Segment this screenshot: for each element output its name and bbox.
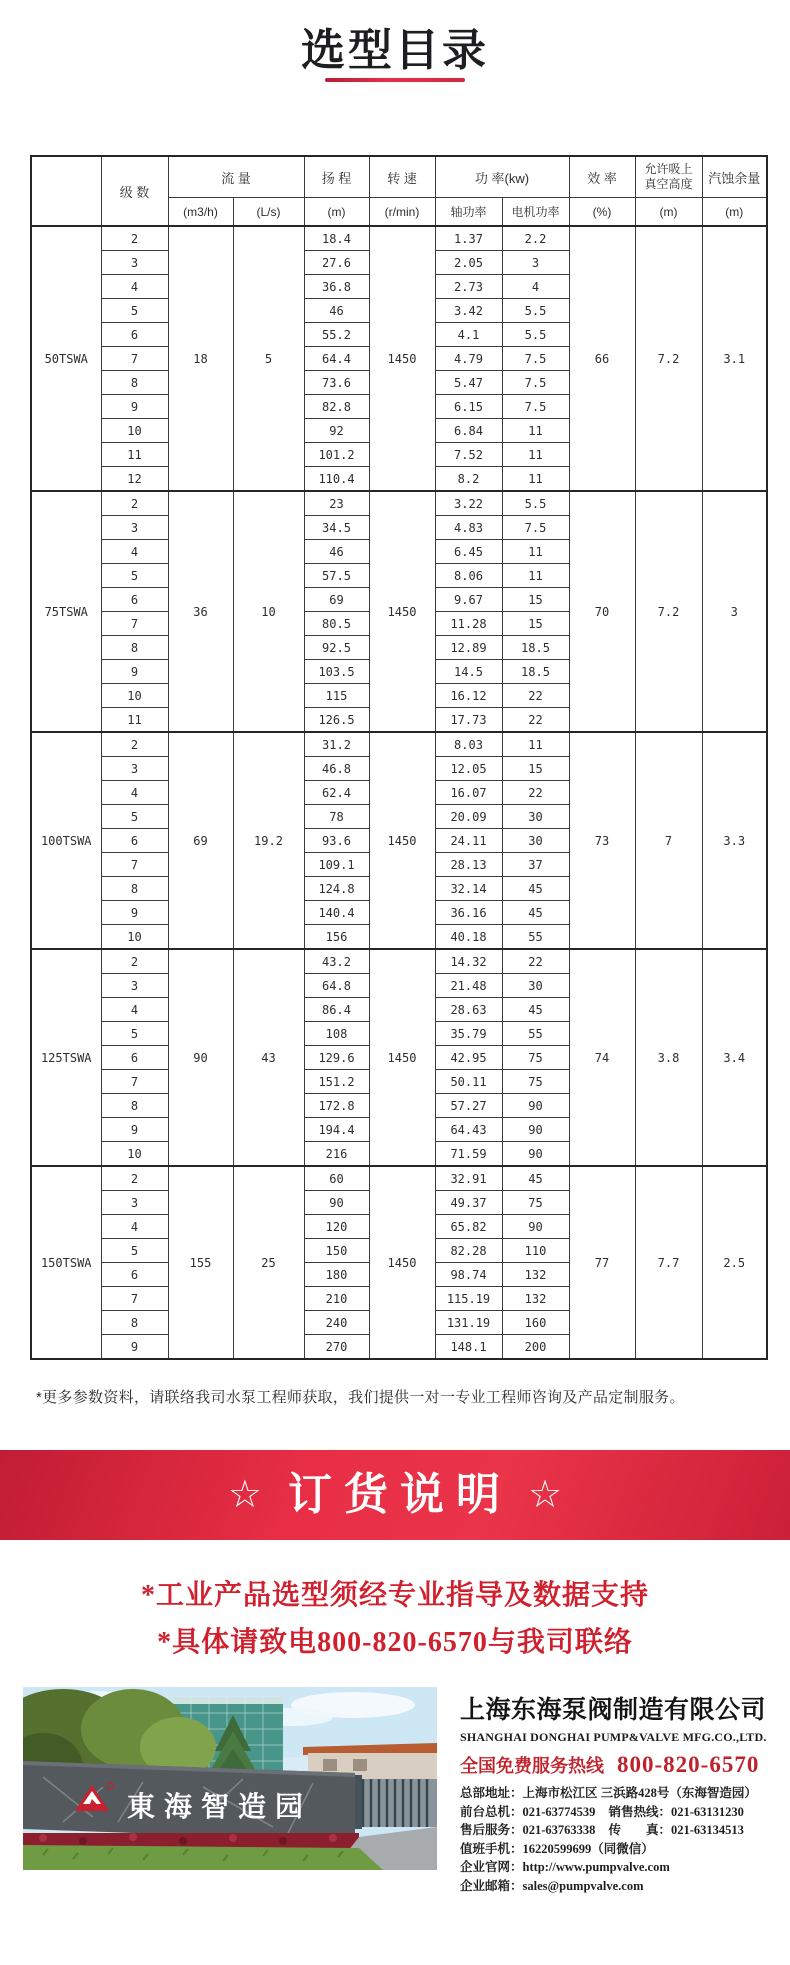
- hotline-label: 全国免费服务热线: [460, 1756, 604, 1776]
- head-cell: 93.6: [304, 829, 369, 853]
- head-cell: 92.5: [304, 636, 369, 660]
- stages-cell: 7: [101, 347, 168, 371]
- motor-power-cell: 11: [502, 564, 569, 588]
- motor-power-cell: 45: [502, 901, 569, 925]
- header-suction-line2: 真空高度: [644, 177, 693, 191]
- motor-power-cell: 22: [502, 684, 569, 708]
- flow-ls-cell: 5: [233, 226, 304, 491]
- head-cell: 194.4: [304, 1118, 369, 1142]
- notice-block: [0, 1572, 790, 1666]
- head-cell: 150: [304, 1239, 369, 1263]
- table-row: [31, 491, 767, 516]
- motor-power-cell: 90: [502, 1094, 569, 1118]
- header-unit-suction-m: (m): [635, 198, 702, 227]
- header-unit-pct: (%): [569, 198, 635, 227]
- flow-m3h-cell: 155: [168, 1166, 233, 1359]
- shaft-power-cell: 5.47: [435, 371, 502, 395]
- stages-cell: 2: [101, 732, 168, 757]
- motor-power-cell: 55: [502, 1022, 569, 1046]
- motor-power-cell: 5.5: [502, 491, 569, 516]
- head-cell: 46: [304, 540, 369, 564]
- order-banner: [0, 1450, 790, 1540]
- stages-cell: 8: [101, 1311, 168, 1335]
- contact-label: 前台总机：: [460, 1804, 523, 1819]
- efficiency-cell: 70: [569, 491, 635, 732]
- shaft-power-cell: 49.37: [435, 1191, 502, 1215]
- stages-cell: 5: [101, 1239, 168, 1263]
- shaft-power-cell: 11.28: [435, 612, 502, 636]
- stages-cell: 3: [101, 251, 168, 275]
- shaft-power-cell: 32.91: [435, 1166, 502, 1191]
- header-flow: 流 量: [168, 156, 304, 198]
- company-contact-line: [460, 1803, 776, 1822]
- npsh-cell: 2.5: [702, 1166, 767, 1359]
- motor-power-cell: 30: [502, 829, 569, 853]
- stages-cell: 8: [101, 877, 168, 901]
- shaft-power-cell: 4.83: [435, 516, 502, 540]
- motor-power-cell: 11: [502, 419, 569, 443]
- header-unit-npsh-m: (m): [702, 198, 767, 227]
- stages-cell: 6: [101, 323, 168, 347]
- stages-cell: 4: [101, 781, 168, 805]
- shaft-power-cell: 4.79: [435, 347, 502, 371]
- motor-power-cell: 22: [502, 781, 569, 805]
- stages-cell: 6: [101, 829, 168, 853]
- company-name-cn: 上海东海泵阀制造有限公司: [460, 1696, 767, 1724]
- shaft-power-cell: 6.84: [435, 419, 502, 443]
- speed-cell: 1450: [369, 732, 435, 949]
- stages-cell: 11: [101, 708, 168, 733]
- head-cell: 92: [304, 419, 369, 443]
- shaft-power-cell: 7.52: [435, 443, 502, 467]
- suction-cell: 7: [635, 732, 702, 949]
- stages-cell: 4: [101, 275, 168, 299]
- stages-cell: 6: [101, 1263, 168, 1287]
- motor-power-cell: 11: [502, 443, 569, 467]
- head-cell: 216: [304, 1142, 369, 1167]
- speed-cell: 1450: [369, 1166, 435, 1359]
- shaft-power-cell: 6.15: [435, 395, 502, 419]
- motor-power-cell: 2.2: [502, 226, 569, 251]
- head-cell: 46.8: [304, 757, 369, 781]
- stages-cell: 6: [101, 1046, 168, 1070]
- head-cell: 109.1: [304, 853, 369, 877]
- shaft-power-cell: 12.89: [435, 636, 502, 660]
- stages-cell: 10: [101, 1142, 168, 1167]
- contact-label: 总部地址：: [460, 1786, 523, 1800]
- head-cell: 43.2: [304, 949, 369, 974]
- motor-power-cell: 15: [502, 757, 569, 781]
- shaft-power-cell: 71.59: [435, 1142, 502, 1167]
- shaft-power-cell: 20.09: [435, 805, 502, 829]
- motor-power-cell: 7.5: [502, 395, 569, 419]
- motor-power-cell: 15: [502, 612, 569, 636]
- company-email-link[interactable]: sales@pumpvalve.com: [522, 1878, 644, 1893]
- contact-value: 021-63131230: [670, 1804, 744, 1819]
- head-cell: 110.4: [304, 467, 369, 492]
- shaft-power-cell: 64.43: [435, 1118, 502, 1142]
- head-cell: 210: [304, 1287, 369, 1311]
- company-name-en: SHANGHAI DONGHAI PUMP&VALVE MFG.CO.,LTD.: [460, 1730, 767, 1744]
- efficiency-cell: 74: [569, 949, 635, 1166]
- contact-label: 企业邮箱：: [460, 1878, 523, 1893]
- head-cell: 108: [304, 1022, 369, 1046]
- motor-power-cell: 3: [502, 251, 569, 275]
- motor-power-cell: 132: [502, 1263, 569, 1287]
- stages-cell: 4: [101, 1215, 168, 1239]
- head-cell: 60: [304, 1166, 369, 1191]
- head-cell: 57.5: [304, 564, 369, 588]
- table-row: [31, 732, 767, 757]
- head-cell: 64.8: [304, 974, 369, 998]
- stages-cell: 9: [101, 1335, 168, 1360]
- header-model-blank: [31, 156, 101, 226]
- motor-power-cell: 75: [502, 1046, 569, 1070]
- head-cell: 86.4: [304, 998, 369, 1022]
- company-contact-line: [460, 1840, 776, 1859]
- flow-m3h-cell: 18: [168, 226, 233, 491]
- header-unit-head-m: (m): [304, 198, 369, 227]
- contact-value: 021-63763338: [522, 1823, 596, 1837]
- motor-power-cell: 45: [502, 998, 569, 1022]
- header-speed: 转 速: [369, 156, 435, 198]
- head-cell: 80.5: [304, 612, 369, 636]
- head-cell: 46: [304, 299, 369, 323]
- shaft-power-cell: 42.95: [435, 1046, 502, 1070]
- stages-cell: 3: [101, 757, 168, 781]
- head-cell: 180: [304, 1263, 369, 1287]
- flow-ls-cell: 10: [233, 491, 304, 732]
- title-underline: [325, 78, 465, 82]
- efficiency-cell: 66: [569, 226, 635, 491]
- shaft-power-cell: 17.73: [435, 708, 502, 733]
- shaft-power-cell: 82.28: [435, 1239, 502, 1263]
- head-cell: 34.5: [304, 516, 369, 540]
- header-sub-shaft: 轴功率: [435, 198, 502, 227]
- motor-power-cell: 90: [502, 1142, 569, 1167]
- head-cell: 151.2: [304, 1070, 369, 1094]
- footnote: *更多参数资料，请联络我司水泵工程师获取，我们提供一对一专业工程师咨询及产品定制服务。: [36, 1389, 685, 1406]
- shaft-power-cell: 3.42: [435, 299, 502, 323]
- shaft-power-cell: 65.82: [435, 1215, 502, 1239]
- model-cell: 75TSWA: [31, 491, 101, 732]
- stages-cell: 8: [101, 636, 168, 660]
- shaft-power-cell: 21.48: [435, 974, 502, 998]
- contact-value: 021-63774539: [522, 1804, 596, 1819]
- head-cell: 82.8: [304, 395, 369, 419]
- head-cell: 78: [304, 805, 369, 829]
- header-unit-m3h: (m3/h): [168, 198, 233, 227]
- header-suction-line1: 允许吸上: [644, 162, 693, 176]
- shaft-power-cell: 98.74: [435, 1263, 502, 1287]
- shaft-power-cell: 28.13: [435, 853, 502, 877]
- page-title: 选型目录: [301, 26, 489, 75]
- shaft-power-cell: 115.19: [435, 1287, 502, 1311]
- shaft-power-cell: 50.11: [435, 1070, 502, 1094]
- stages-cell: 8: [101, 1094, 168, 1118]
- head-cell: 101.2: [304, 443, 369, 467]
- contact-label: 企业官网：: [460, 1860, 523, 1874]
- stages-cell: 7: [101, 612, 168, 636]
- company-contact-line: [460, 1858, 776, 1877]
- npsh-cell: 3: [702, 491, 767, 732]
- shaft-power-cell: 32.14: [435, 877, 502, 901]
- company-website-link[interactable]: http://www.pumpvalve.com: [522, 1860, 670, 1874]
- stages-cell: 3: [101, 974, 168, 998]
- head-cell: 103.5: [304, 660, 369, 684]
- motor-power-cell: 30: [502, 974, 569, 998]
- stages-cell: 9: [101, 1118, 168, 1142]
- shaft-power-cell: 14.5: [435, 660, 502, 684]
- shaft-power-cell: 14.32: [435, 949, 502, 974]
- header-efficiency: 效 率: [569, 156, 635, 198]
- motor-power-cell: 18.5: [502, 660, 569, 684]
- shaft-power-cell: 2.73: [435, 275, 502, 299]
- shaft-power-cell: 8.2: [435, 467, 502, 492]
- motor-power-cell: 75: [502, 1070, 569, 1094]
- stages-cell: 5: [101, 299, 168, 323]
- notice-line-1: *工业产品选型须经专业指导及数据支持: [140, 1580, 649, 1611]
- npsh-cell: 3.3: [702, 732, 767, 949]
- table-row: [31, 226, 767, 251]
- star-icon: ☆: [528, 1474, 563, 1516]
- stages-cell: 9: [101, 395, 168, 419]
- shaft-power-cell: 2.05: [435, 251, 502, 275]
- suction-cell: 7.2: [635, 491, 702, 732]
- head-cell: 120: [304, 1215, 369, 1239]
- notice-line-2: *具体请致电800-820-6570与我司联络: [157, 1627, 633, 1658]
- head-cell: 156: [304, 925, 369, 950]
- head-cell: 115: [304, 684, 369, 708]
- head-cell: 73.6: [304, 371, 369, 395]
- company-contact-line: [460, 1784, 776, 1803]
- shaft-power-cell: 40.18: [435, 925, 502, 950]
- header-power: 功 率(kw): [435, 156, 569, 198]
- header-unit-rmin: (r/min): [369, 198, 435, 227]
- header-stages: 级 数: [101, 156, 168, 226]
- stages-cell: 2: [101, 949, 168, 974]
- motor-power-cell: 4: [502, 275, 569, 299]
- stages-cell: 11: [101, 443, 168, 467]
- motor-power-cell: 5.5: [502, 323, 569, 347]
- motor-power-cell: 22: [502, 949, 569, 974]
- motor-power-cell: 90: [502, 1215, 569, 1239]
- motor-power-cell: 11: [502, 540, 569, 564]
- factory-gate-illustration: [23, 1687, 437, 1870]
- shaft-power-cell: 4.1: [435, 323, 502, 347]
- stages-cell: 8: [101, 371, 168, 395]
- stages-cell: 4: [101, 540, 168, 564]
- motor-power-cell: 55: [502, 925, 569, 950]
- stages-cell: 9: [101, 901, 168, 925]
- head-cell: 126.5: [304, 708, 369, 733]
- flow-m3h-cell: 90: [168, 949, 233, 1166]
- shaft-power-cell: 8.03: [435, 732, 502, 757]
- stages-cell: 7: [101, 1287, 168, 1311]
- head-cell: 18.4: [304, 226, 369, 251]
- motor-power-cell: 7.5: [502, 371, 569, 395]
- stages-cell: 2: [101, 1166, 168, 1191]
- suction-cell: 7.2: [635, 226, 702, 491]
- motor-power-cell: 132: [502, 1287, 569, 1311]
- stages-cell: 3: [101, 516, 168, 540]
- head-cell: 240: [304, 1311, 369, 1335]
- head-cell: 129.6: [304, 1046, 369, 1070]
- motor-power-cell: 90: [502, 1118, 569, 1142]
- model-cell: 125TSWA: [31, 949, 101, 1166]
- stages-cell: 7: [101, 1070, 168, 1094]
- shaft-power-cell: 9.67: [435, 588, 502, 612]
- speed-cell: 1450: [369, 226, 435, 491]
- motor-power-cell: 7.5: [502, 347, 569, 371]
- stages-cell: 6: [101, 588, 168, 612]
- head-cell: 23: [304, 491, 369, 516]
- suction-cell: 7.7: [635, 1166, 702, 1359]
- motor-power-cell: 110: [502, 1239, 569, 1263]
- motor-power-cell: 30: [502, 805, 569, 829]
- head-cell: 270: [304, 1335, 369, 1360]
- head-cell: 90: [304, 1191, 369, 1215]
- head-cell: 124.8: [304, 877, 369, 901]
- header-head: 扬 程: [304, 156, 369, 198]
- motor-power-cell: 15: [502, 588, 569, 612]
- shaft-power-cell: 1.37: [435, 226, 502, 251]
- flow-ls-cell: 25: [233, 1166, 304, 1359]
- stages-cell: 7: [101, 853, 168, 877]
- shaft-power-cell: 57.27: [435, 1094, 502, 1118]
- shaft-power-cell: 35.79: [435, 1022, 502, 1046]
- shaft-power-cell: 148.1: [435, 1335, 502, 1360]
- model-cell: 100TSWA: [31, 732, 101, 949]
- star-icon: ☆: [227, 1474, 262, 1516]
- stages-cell: 5: [101, 564, 168, 588]
- efficiency-cell: 77: [569, 1166, 635, 1359]
- flow-ls-cell: 19.2: [233, 732, 304, 949]
- stages-cell: 12: [101, 467, 168, 492]
- company-contact-line: [460, 1821, 776, 1840]
- stages-cell: 5: [101, 1022, 168, 1046]
- contact-label: 值班手机：: [460, 1841, 523, 1856]
- company-info: [460, 1690, 776, 1895]
- motor-power-cell: 18.5: [502, 636, 569, 660]
- stages-cell: 10: [101, 419, 168, 443]
- motor-power-cell: 11: [502, 467, 569, 492]
- head-cell: 36.8: [304, 275, 369, 299]
- head-cell: 27.6: [304, 251, 369, 275]
- banner-title: 订货说明: [288, 1470, 512, 1519]
- gate-sign-text: 東海智造园: [127, 1791, 313, 1822]
- npsh-cell: 3.1: [702, 226, 767, 491]
- stages-cell: 10: [101, 925, 168, 950]
- model-cell: 150TSWA: [31, 1166, 101, 1359]
- head-cell: 69: [304, 588, 369, 612]
- motor-power-cell: 11: [502, 732, 569, 757]
- motor-power-cell: 45: [502, 877, 569, 901]
- contact-label: 销售热线：: [608, 1804, 671, 1819]
- stages-cell: 2: [101, 226, 168, 251]
- header-unit-ls: (L/s): [233, 198, 304, 227]
- hotline-number: 800-820-6570: [617, 1752, 760, 1777]
- shaft-power-cell: 36.16: [435, 901, 502, 925]
- speed-cell: 1450: [369, 949, 435, 1166]
- motor-power-cell: 45: [502, 1166, 569, 1191]
- contact-value: 16220599699（同微信）: [522, 1841, 654, 1856]
- company-hotline: [460, 1752, 776, 1778]
- shaft-power-cell: 131.19: [435, 1311, 502, 1335]
- stages-cell: 4: [101, 998, 168, 1022]
- flow-m3h-cell: 69: [168, 732, 233, 949]
- shaft-power-cell: 24.11: [435, 829, 502, 853]
- npsh-cell: 3.4: [702, 949, 767, 1166]
- company-contact-lines: [460, 1784, 776, 1895]
- speed-cell: 1450: [369, 491, 435, 732]
- head-cell: 55.2: [304, 323, 369, 347]
- motor-power-cell: 22: [502, 708, 569, 733]
- contact-value: 021-63134513: [670, 1823, 744, 1837]
- shaft-power-cell: 16.07: [435, 781, 502, 805]
- head-cell: 140.4: [304, 901, 369, 925]
- motor-power-cell: 37: [502, 853, 569, 877]
- motor-power-cell: 7.5: [502, 516, 569, 540]
- shaft-power-cell: 3.22: [435, 491, 502, 516]
- header-suction: [635, 156, 702, 198]
- head-cell: 31.2: [304, 732, 369, 757]
- shaft-power-cell: 6.45: [435, 540, 502, 564]
- stages-cell: 3: [101, 1191, 168, 1215]
- selection-table: [30, 155, 768, 1360]
- shaft-power-cell: 28.63: [435, 998, 502, 1022]
- head-cell: 172.8: [304, 1094, 369, 1118]
- shaft-power-cell: 16.12: [435, 684, 502, 708]
- header-npsh: 汽蚀余量: [702, 156, 767, 198]
- motor-power-cell: 75: [502, 1191, 569, 1215]
- head-cell: 64.4: [304, 347, 369, 371]
- stages-cell: 10: [101, 684, 168, 708]
- flow-ls-cell: 43: [233, 949, 304, 1166]
- efficiency-cell: 73: [569, 732, 635, 949]
- suction-cell: 3.8: [635, 949, 702, 1166]
- motor-power-cell: 160: [502, 1311, 569, 1335]
- contact-label: 售后服务：: [460, 1823, 523, 1837]
- motor-power-cell: 200: [502, 1335, 569, 1360]
- company-photo: [23, 1687, 437, 1870]
- stages-cell: 9: [101, 660, 168, 684]
- motor-power-cell: 5.5: [502, 299, 569, 323]
- company-contact-line: [460, 1877, 776, 1896]
- contact-value: 上海市松江区 三浜路428号（东海智造园）: [522, 1786, 757, 1800]
- shaft-power-cell: 12.05: [435, 757, 502, 781]
- stages-cell: 2: [101, 491, 168, 516]
- flow-m3h-cell: 36: [168, 491, 233, 732]
- shaft-power-cell: 8.06: [435, 564, 502, 588]
- head-cell: 62.4: [304, 781, 369, 805]
- header-sub-motor: 电机功率: [502, 198, 569, 227]
- stages-cell: 5: [101, 805, 168, 829]
- table-row: [31, 949, 767, 974]
- table-row: [31, 1166, 767, 1191]
- contact-label: 传 真：: [608, 1823, 671, 1837]
- model-cell: 50TSWA: [31, 226, 101, 491]
